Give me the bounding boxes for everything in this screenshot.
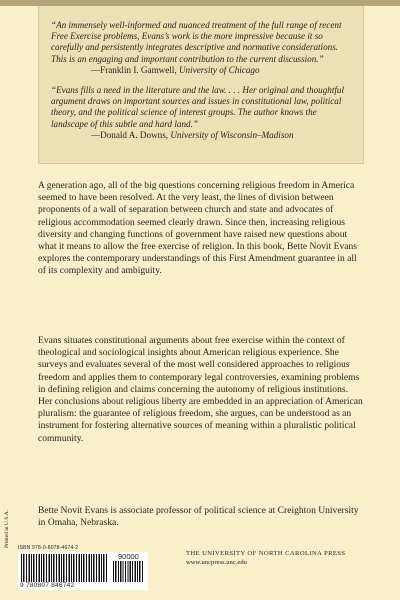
barcode-main-bars — [21, 554, 107, 582]
review-attribution-2 — [91, 130, 353, 141]
barcode-addon-bars — [113, 561, 143, 582]
review-author-1: —Franklin I. Gamwell, — [91, 64, 177, 75]
barcode-digits: 9 780807 846742 — [20, 582, 75, 589]
review-quotes-panel — [38, 6, 364, 164]
isbn-barcode — [18, 552, 148, 590]
isbn-text: ISBN 978-0-8078-4674-2 — [18, 545, 79, 551]
review-affiliation-1: University of Chicago — [178, 64, 260, 75]
barcode-price-code: 90000 — [118, 552, 139, 561]
publisher-name: THE UNIVERSITY OF NORTH CAROLINA PRESS — [186, 550, 346, 557]
publisher-url: www.uncpress.unc.edu — [186, 559, 247, 566]
review-affiliation-2: University of Wisconsin–Madison — [170, 129, 294, 140]
author-bio-paragraph: Bette Novit Evans is associate professor of political science at Creighton University in Omaha, Nebraska. — [38, 505, 359, 529]
review-quote-1: “An immensely well-informed and nuanced treatment of the full range of recent Free Exercise problems, Evans’s work is the more impressive because it so carefully and persistently integrates descriptive and normative considerations. This is an engaging and important contribution to the current discussion.” — [51, 20, 342, 64]
review-quote-2: “Evans fills a need in the literature and the law. . . . Her original and thoughtful argument draws on important sources and issues in constitutional law, political theory, and the political science of interest groups. The author knows the landscape of this subtle and hard land.” — [51, 85, 344, 129]
review-author-2: —Donald A. Downs, — [91, 129, 169, 140]
review-attribution-1 — [91, 65, 353, 76]
description-paragraph-2: Evans situates constitutional arguments about free exercise within the context of theological and sociological insights about American religious experience. She surveys and evaluates several of the most well considered approaches to religious freedom and applies them to contemporary legal controversies, examining problems in defining religion and claims concerning the autonomy of religious institutions. Her conclusions about religious liberty are embedded in an appreciation of American pluralism: the guarantee of religious freedom, she argues, can be understood as an instrument for fostering alternative sources of meaning within a pluralistic political community. — [38, 335, 363, 444]
printed-in-usa-label: Printed in U.S.A. — [4, 509, 10, 548]
description-paragraph-1: A generation ago, all of the big questions concerning religious freedom in America seemed to have been resolved. At the very least, the lines of division between proponents of a wall of separation between church and state and advocates of religious accommodation seemed clearly drawn. Since then, increasing religious diversity and changing functions of government have raised new questions about what it means to allow the free exercise of religion. In this book, Bette Novit Evans explores the contemporary understandings of this First Amendment guarantee in all of its complexity and ambiguity. — [38, 180, 357, 277]
